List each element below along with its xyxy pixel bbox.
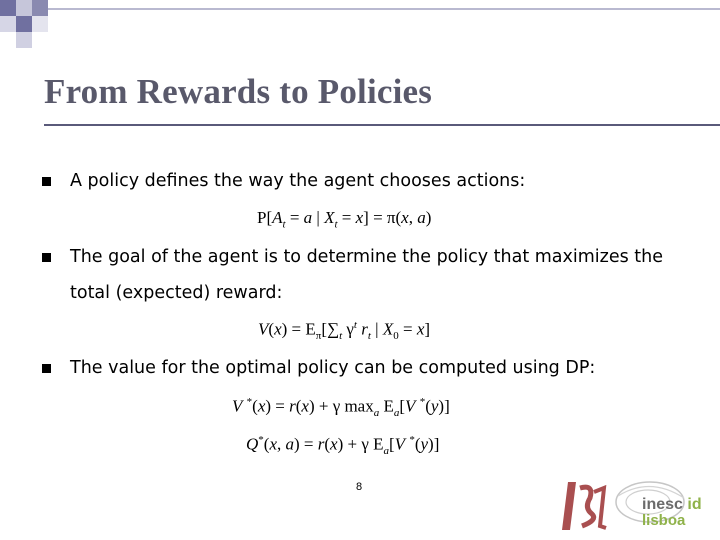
value-equation: $V(x) = E_\pi[\sum_t$ $\gamma^t$ $r_t$ | $X_0 = x$] [258,319,431,343]
id-label: id [687,496,702,513]
bullet-text-continued: total (expected) reward: [70,283,283,303]
optimal-value-equation: V *(x) = r(x) + γ $\max_a E_a[V$ *(y)] [232,396,450,420]
isr-logo [560,478,610,534]
inesc-label: inesc [642,496,683,513]
bullet-text: The value for the optimal policy can be computed using DP: [70,358,596,378]
policy-equation: $P[A_t = a$ | $X_t = x] = \pi(x$, a) [257,208,432,231]
q-function-equation: Q*(x, a) = r(x) + γ $E_a[V$ *(y)] [246,434,440,458]
bullet-text: A policy defines the way the agent chooses actions: [70,171,526,191]
bullet-marker [42,364,51,373]
bullet-marker [42,253,51,262]
lisboa-label: lisboa [642,512,686,529]
inesc-id-logo [610,476,720,532]
bullet-text: The goal of the agent is to determine the policy that maximizes the [70,247,664,267]
slide-title: From Rewards to Policies [44,72,433,111]
title-underline [44,124,720,126]
bullet-marker [42,177,51,186]
page-number: 8 [356,481,363,493]
